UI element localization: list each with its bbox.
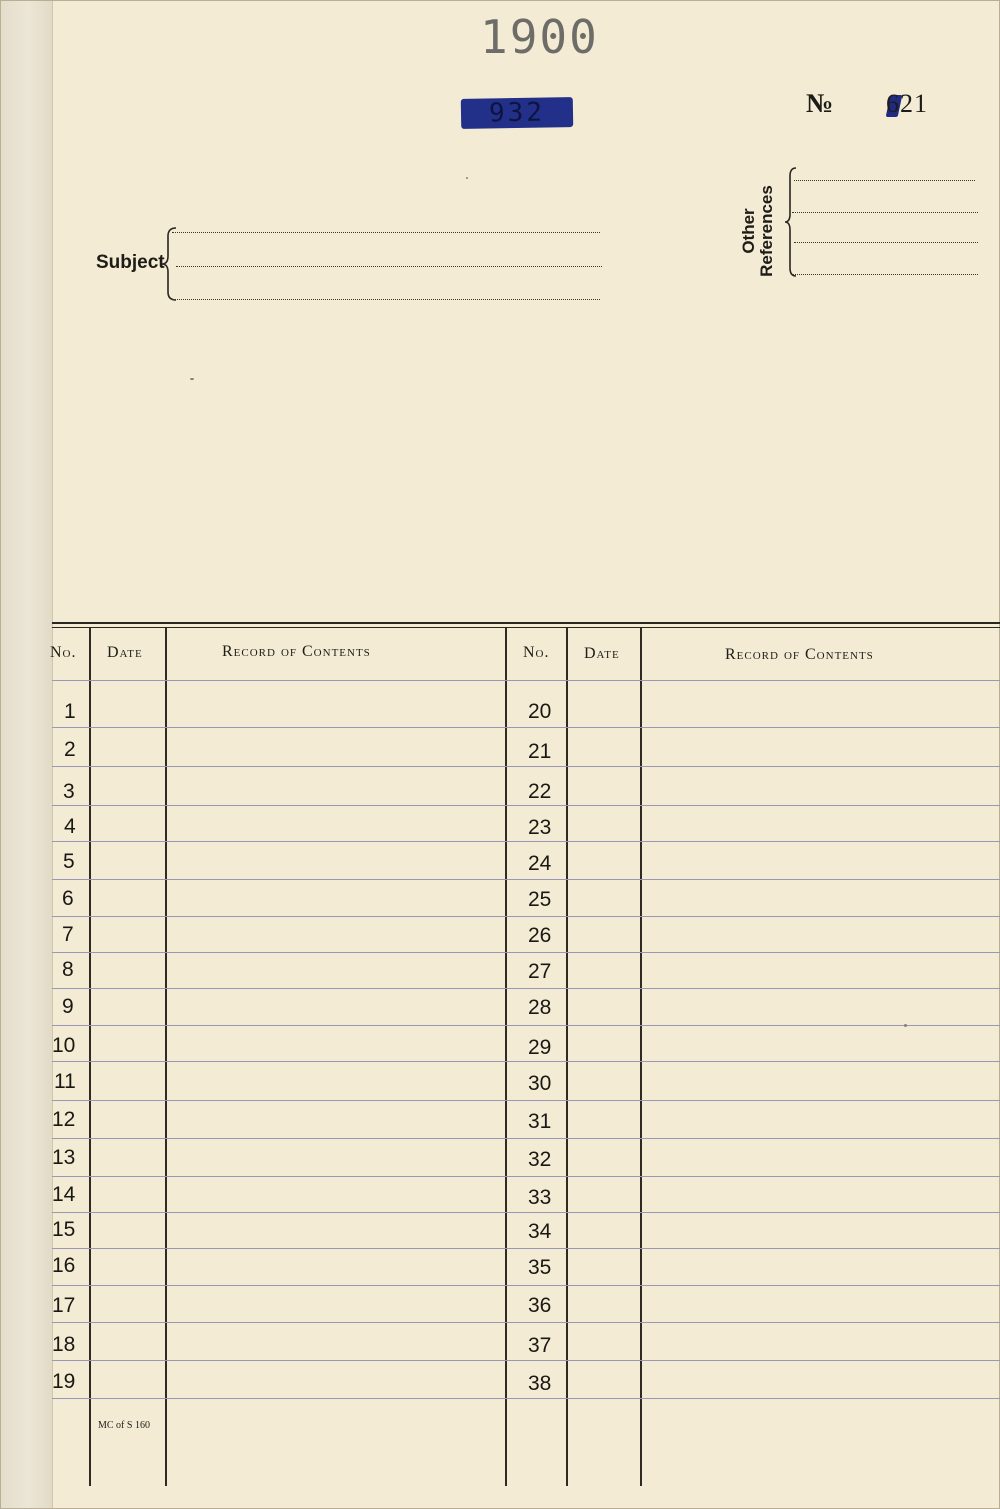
row-number-right: 23: [528, 816, 552, 839]
row-rule: [52, 1398, 1000, 1399]
subject-line-1[interactable]: [172, 232, 600, 233]
row-number-right: 21: [528, 740, 552, 763]
row-number-left: 15: [52, 1218, 76, 1241]
header-no-left: No.: [50, 644, 77, 661]
row-rule: [52, 1212, 1000, 1213]
col-divider-no-right: [566, 628, 568, 1486]
row-number-right: 30: [528, 1072, 552, 1095]
row-number-right: 33: [528, 1186, 552, 1209]
row-rule: [52, 1176, 1000, 1177]
row-number-left: 11: [54, 1070, 76, 1093]
row-number-left: 17: [52, 1294, 76, 1317]
row-number-left: 9: [62, 995, 74, 1018]
row-number-right: 25: [528, 888, 552, 911]
row-number-right: 36: [528, 1294, 552, 1317]
row-number-left: 8: [62, 958, 74, 981]
col-divider-no-left: [89, 628, 91, 1486]
row-number-left: 14: [52, 1183, 76, 1206]
paper-speck: [904, 1024, 907, 1027]
header-date-right: Date: [584, 645, 620, 662]
row-number-right: 22: [528, 780, 552, 803]
year-stamp: 1900: [480, 10, 599, 64]
row-rule: [52, 1360, 1000, 1361]
row-rule: [52, 1322, 1000, 1323]
row-rule: [52, 879, 1000, 880]
reference-line-1[interactable]: [794, 180, 975, 181]
row-rule: [52, 1025, 1000, 1026]
row-number-right: 20: [528, 700, 552, 723]
row-number-right: 24: [528, 852, 552, 875]
file-number: 621: [886, 89, 928, 118]
row-rule: [52, 1138, 1000, 1139]
header-record-right: Record of Contents: [725, 646, 874, 663]
row-rule: [52, 1248, 1000, 1249]
table-top-rule: [52, 622, 1000, 624]
paper-speck: [190, 378, 194, 380]
row-number-left: 1: [64, 700, 76, 723]
table-top-rule-2: [52, 627, 1000, 628]
row-number-left: 7: [62, 923, 74, 946]
row-number-left: 2: [64, 738, 76, 761]
header-no-right: No.: [523, 644, 550, 661]
row-number-right: 28: [528, 996, 552, 1019]
row-number-left: 19: [52, 1370, 76, 1393]
other-references-line2: References: [757, 185, 776, 277]
subject-line-2[interactable]: [176, 266, 602, 267]
subject-label: Subject: [96, 252, 165, 273]
row-rule: [52, 1100, 1000, 1101]
row-rule: [52, 1285, 1000, 1286]
row-number-left: 13: [52, 1146, 76, 1169]
row-number-left: 5: [63, 850, 75, 873]
row-number-right: 35: [528, 1256, 552, 1279]
header-date-left: Date: [107, 644, 143, 661]
row-rule: [52, 988, 1000, 989]
col-divider-middle: [505, 628, 507, 1486]
row-rule: [52, 1061, 1000, 1062]
row-rule: [52, 680, 1000, 681]
row-number-right: 37: [528, 1334, 552, 1357]
row-rule: [52, 766, 1000, 767]
other-references-line1: Other: [739, 208, 758, 254]
col-divider-date-right: [640, 628, 642, 1486]
row-number-left: 6: [62, 887, 74, 910]
reference-line-4[interactable]: [792, 274, 978, 275]
row-number-left: 10: [52, 1034, 76, 1057]
references-brace: [784, 166, 800, 278]
row-rule: [52, 727, 1000, 728]
subject-line-3[interactable]: [172, 299, 600, 300]
row-number-right: 27: [528, 960, 552, 983]
row-number-left: 18: [52, 1333, 76, 1356]
row-rule: [52, 805, 1000, 806]
row-number-right: 38: [528, 1372, 552, 1395]
subject-brace: [160, 226, 180, 302]
paper-speck: [466, 177, 468, 179]
row-number-right: 26: [528, 924, 552, 947]
form-code: MC of S 160: [98, 1420, 150, 1431]
row-rule: [52, 952, 1000, 953]
box-number-stamp: 932: [461, 97, 574, 129]
col-divider-date-left: [165, 628, 167, 1486]
row-number-right: 34: [528, 1220, 552, 1243]
number-label: №: [806, 88, 834, 118]
row-rule: [52, 916, 1000, 917]
row-number-right: 29: [528, 1036, 552, 1059]
row-number-left: 12: [52, 1108, 76, 1131]
other-references-label: [740, 166, 790, 296]
row-rule: [52, 841, 1000, 842]
row-number-right: 31: [528, 1110, 552, 1133]
row-number-right: 32: [528, 1148, 552, 1171]
row-number-left: 16: [52, 1254, 76, 1277]
row-number-left: 3: [63, 780, 75, 803]
reference-line-2[interactable]: [792, 212, 978, 213]
header-record-left: Record of Contents: [222, 643, 371, 660]
row-number-left: 4: [64, 815, 76, 838]
reference-line-3[interactable]: [794, 242, 978, 243]
